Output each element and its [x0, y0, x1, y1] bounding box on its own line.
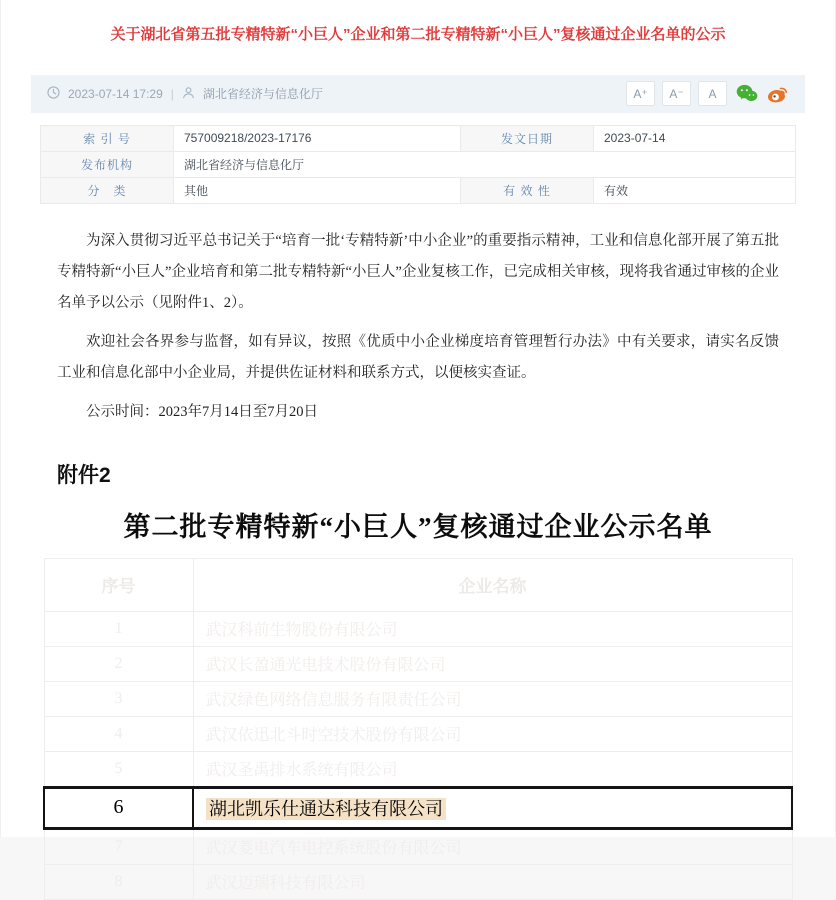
meta-label-org: 发布机构 — [41, 151, 174, 177]
meta-value-validity: 有效 — [594, 177, 796, 203]
announcement-body — [57, 226, 779, 429]
serial-number-cell: 3 — [44, 681, 193, 716]
table-row — [44, 611, 792, 646]
meta-value-date: 2023-07-14 — [594, 125, 796, 151]
header-serial-number: 序号 — [44, 558, 193, 611]
meta-value-org: 湖北省经济与信息化厅 — [174, 151, 796, 177]
document-meta-table — [40, 125, 796, 204]
serial-number-cell: 1 — [44, 611, 193, 646]
table-row — [44, 751, 792, 787]
serial-number-cell: 5 — [44, 751, 193, 787]
serial-number-cell: 2 — [44, 646, 193, 681]
company-name-cell: 湖北凯乐仕通达科技有限公司 — [193, 787, 792, 828]
meta-value-index: 757009218/2023-17176 — [174, 125, 461, 151]
page-title: 关于湖北省第五批专精特新“小巨人”企业和第二批专精特新“小巨人”复核通过企业名单的公示 — [110, 26, 726, 43]
company-name-cell: 武汉绿色网络信息服务有限责任公司 — [193, 681, 792, 716]
table-row — [44, 787, 792, 828]
paragraph-3: 公示时间：2023年7月14日至7月20日 — [86, 404, 318, 421]
company-name-cell: 武汉依迅北斗时空技术股份有限公司 — [193, 716, 792, 751]
meta-row — [41, 177, 796, 203]
meta-row — [41, 151, 796, 177]
table-row — [44, 864, 792, 899]
meta-value-category: 其他 — [174, 177, 461, 203]
table-header-row — [44, 558, 792, 611]
company-name-cell: 武汉菱电汽车电控系统股份有限公司 — [193, 828, 792, 864]
info-bar — [31, 75, 805, 113]
meta-label-index: 索 引 号 — [41, 125, 174, 151]
paragraph-1: 为深入贯彻习近平总书记关于“培育一批‘专精特新’中小企业”的重要指示精神，工业和信息化部开展了第五批专精特新“小巨人”企业培育和第二批专精特新“小巨人”企业复核工作，已完成相关审核，现将我省通过审核的企业名单予以公示（见附件1、2）。 — [57, 232, 779, 311]
serial-number-cell: 8 — [44, 864, 193, 899]
company-tbody — [44, 611, 792, 899]
meta-label-validity: 有 效 性 — [461, 177, 594, 203]
company-list-table — [43, 558, 793, 900]
serial-number-cell: 4 — [44, 716, 193, 751]
paragraph-2: 欢迎社会各界参与监督，如有异议，按照《优质中小企业梯度培育管理暂行办法》中有关要求，请实名反馈工业和信息化部中小企业局，并提供佐证材料和联系方式，以便核实查证。 — [57, 334, 779, 382]
person-icon — [182, 86, 195, 102]
font-size-larger-button[interactable]: A⁺ — [626, 81, 655, 106]
font-size-default-button[interactable]: A — [698, 81, 727, 106]
company-name-cell: 武汉科前生物股份有限公司 — [193, 611, 792, 646]
table-row — [44, 646, 792, 681]
table-row — [44, 716, 792, 751]
clock-icon — [47, 86, 60, 102]
weibo-share-icon[interactable] — [765, 82, 789, 106]
meta-label-category: 分 类 — [41, 177, 174, 203]
company-name-cell: 武汉圣禹排水系统有限公司 — [193, 751, 792, 787]
table-row — [44, 681, 792, 716]
publish-datetime: 2023-07-14 17:29 — [68, 86, 163, 101]
company-name-cell: 武汉长盈通光电技术股份有限公司 — [193, 646, 792, 681]
meta-row — [41, 125, 796, 151]
font-size-smaller-button[interactable]: A⁻ — [662, 81, 691, 106]
serial-number-cell: 6 — [44, 787, 193, 828]
attachment-label: 附件2 — [57, 463, 111, 487]
header-company-name: 企业名称 — [193, 558, 792, 611]
serial-number-cell: 7 — [44, 828, 193, 864]
table-row — [44, 828, 792, 864]
meta-label-date: 发文日期 — [461, 125, 594, 151]
attachment-table-title: 第二批专精特新“小巨人”复核通过企业公示名单 — [123, 511, 713, 542]
source-agency: 湖北省经济与信息化厅 — [202, 87, 323, 101]
company-name-cell: 武汉迈瑞科技有限公司 — [193, 864, 792, 899]
divider: | — [170, 86, 174, 101]
wechat-share-icon[interactable] — [734, 82, 758, 106]
